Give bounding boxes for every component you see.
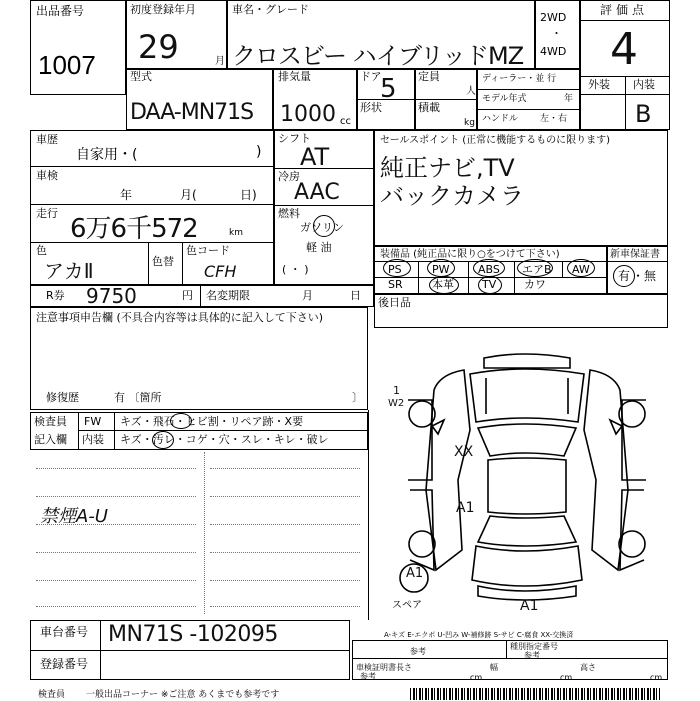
handwritten-note: 禁煙A-U bbox=[40, 506, 108, 527]
history-close: ) bbox=[256, 144, 262, 160]
first-reg-label: 初度登録年月 bbox=[130, 3, 196, 16]
history-value: 自家用・( bbox=[76, 147, 138, 163]
spec-label: 種別指定番号 bbox=[510, 642, 558, 651]
equip-tv-circle bbox=[478, 276, 502, 294]
size-ref: 参考 bbox=[360, 672, 376, 681]
inspection-label: 車検 bbox=[36, 169, 58, 182]
color-code-value: CFH bbox=[204, 262, 237, 281]
inspection-day: 日) bbox=[240, 188, 257, 202]
color-value: アカⅡ bbox=[44, 259, 94, 283]
color-code-label: 色コード bbox=[186, 244, 230, 257]
shift-value: AT bbox=[300, 143, 330, 171]
interior-text: キズ・汚レ・コゲ・穴・スレ・キレ・破レ bbox=[120, 433, 329, 446]
equip-aw: AW bbox=[572, 263, 590, 276]
capacity-label: 定員 bbox=[418, 70, 440, 83]
mileage-label: 走行 bbox=[36, 207, 58, 220]
annot-a1-bottom: A1 bbox=[520, 598, 539, 614]
notes-label: 注意事項申告欄 (不具合内容等は具体的に記入して下さい) bbox=[36, 311, 324, 324]
fuel-gasoline-circle bbox=[313, 215, 335, 237]
equip-ps-circle bbox=[383, 259, 411, 277]
lot-label: 出品番号 bbox=[36, 4, 85, 18]
model-grade-label: 車名・グレード bbox=[232, 3, 309, 16]
type-value: DAA-MN71S bbox=[130, 100, 254, 125]
annot-mark1: 1 bbox=[393, 384, 400, 397]
equip-leather: 本革 bbox=[432, 278, 454, 291]
first-reg-year: 29 bbox=[138, 28, 179, 66]
annot-xx: XX bbox=[454, 444, 474, 460]
equip-aw-circle bbox=[567, 259, 595, 277]
height-cm: cm bbox=[650, 673, 663, 682]
inspector-label: 検査員 bbox=[34, 415, 67, 428]
width-cm: cm bbox=[560, 673, 573, 682]
score-value: 4 bbox=[610, 24, 638, 75]
name-change-day: 日 bbox=[350, 289, 361, 302]
recycle-value: 9750 bbox=[86, 284, 137, 308]
rear-items-box bbox=[374, 294, 668, 328]
exterior-label: 外装 bbox=[588, 78, 610, 91]
interior-row-label: 内装 bbox=[82, 433, 104, 446]
fw-text: キズ・飛石・ヒビ割・リペア跡・X要 bbox=[120, 415, 304, 428]
displacement-label: 排気量 bbox=[278, 70, 311, 83]
fw-label: FW bbox=[84, 415, 102, 428]
model-year-label: モデル年式 bbox=[482, 94, 527, 104]
score-label: 評価点 bbox=[600, 3, 649, 17]
spec-ref-left: 参考 bbox=[410, 647, 426, 656]
inspection-year: 年 bbox=[120, 188, 133, 202]
selling-points-label: セールスポイント (正常に機能するものに限ります) bbox=[380, 135, 611, 146]
repair-value: 有 〔箇所 bbox=[114, 391, 162, 404]
annot-w2: W2 bbox=[388, 398, 405, 409]
annot-a1-spare: A1 bbox=[406, 566, 424, 581]
length-label: 長さ bbox=[396, 663, 412, 672]
selling-points-line1: 純正ナビ,TV bbox=[380, 154, 515, 182]
dealer-label: ディーラー・並 行 bbox=[482, 74, 557, 84]
ac-label: 冷房 bbox=[278, 170, 300, 183]
equipment-label: 装備品 (純正品に限り○をつけて下さい) bbox=[380, 249, 560, 260]
fuel-paren: ( ・ ) bbox=[282, 263, 309, 276]
drive-sep: ・ bbox=[551, 27, 562, 40]
load-label: 積載 bbox=[418, 101, 440, 114]
name-change-label: 名変期限 bbox=[206, 289, 250, 302]
person-unit: 人 bbox=[466, 86, 476, 97]
equip-abs: ABS bbox=[478, 263, 500, 276]
warranty-label: 新車保証書 bbox=[610, 249, 660, 260]
doors-label: ドア bbox=[360, 70, 382, 83]
footer-label: 検査員 bbox=[38, 690, 66, 700]
equip-leather-circle bbox=[429, 276, 459, 294]
footer-note: 一般出品コーナー ※ご注意 あくまでも参考です bbox=[86, 690, 280, 700]
repair-close: 〕 bbox=[352, 391, 363, 404]
ac-value: AAC bbox=[294, 180, 340, 205]
model-grade-value: クロスビー ハイブリッドMZ bbox=[232, 42, 524, 70]
interior-circle bbox=[152, 431, 174, 449]
recycle-row bbox=[30, 285, 374, 307]
annot-a1-body: A1 bbox=[456, 500, 475, 516]
car-outline bbox=[408, 354, 646, 600]
fuel-diesel: 軽 油 bbox=[306, 241, 332, 254]
year-unit: 年 bbox=[564, 94, 574, 104]
warranty-dot: ・ bbox=[632, 269, 645, 283]
size-label: 車検証明書 bbox=[356, 663, 396, 672]
warranty-yes: 有 bbox=[618, 269, 631, 283]
rear-items-label: 後日品 bbox=[378, 296, 411, 309]
history-label: 車歴 bbox=[36, 133, 58, 146]
drive-2wd: 2WD bbox=[540, 11, 567, 24]
interior-label: 内装 bbox=[633, 78, 655, 91]
fw-circle bbox=[170, 413, 192, 429]
name-change-month: 月 bbox=[302, 289, 313, 302]
handle-label: ハンドル bbox=[482, 114, 519, 124]
equip-airbag-circle bbox=[517, 259, 553, 277]
color-label: 色 bbox=[36, 244, 47, 257]
fuel-label: 燃料 bbox=[278, 207, 300, 220]
shape-label: 形状 bbox=[360, 101, 382, 114]
chassis-label: 車台番号 bbox=[40, 625, 89, 639]
shift-label: シフト bbox=[278, 132, 311, 145]
length-cm: cm bbox=[470, 673, 483, 682]
equip-tv: TV bbox=[482, 278, 497, 291]
cc-unit: cc bbox=[340, 116, 351, 127]
legend-codes: A-キズ E-エクボ U-凹み W-補修跡 S-サビ C-腐食 XX-交換済 bbox=[384, 631, 574, 639]
spare-label: スペア bbox=[392, 600, 422, 611]
drive-4wd: 4WD bbox=[540, 45, 567, 58]
color-change-label: 色替 bbox=[152, 255, 174, 268]
type-label: 型式 bbox=[130, 70, 152, 83]
equip-abs-circle bbox=[473, 259, 505, 277]
handle-options: 左・右 bbox=[540, 114, 568, 124]
yen-unit: 円 bbox=[182, 289, 193, 302]
equip-airbag: エアB bbox=[522, 263, 552, 276]
equip-kawa: カワ bbox=[524, 278, 546, 291]
kg-unit: kg bbox=[464, 118, 475, 128]
width-label: 幅 bbox=[490, 663, 498, 672]
lot-number: 1007 bbox=[38, 50, 96, 80]
repair-label: 修復歴 bbox=[46, 391, 79, 404]
equip-pw-circle bbox=[427, 259, 455, 277]
month-unit: 月 bbox=[215, 56, 225, 67]
doors-value: 5 bbox=[380, 74, 397, 104]
equip-sr: SR bbox=[388, 278, 403, 291]
registration-label: 登録番号 bbox=[40, 657, 89, 671]
equip-ps: PS bbox=[388, 263, 402, 276]
mileage-value: 6万6千572 bbox=[70, 214, 198, 244]
km-unit: km bbox=[229, 228, 243, 238]
chassis-value: MN71S -102095 bbox=[108, 622, 278, 647]
inspection-month: 月( bbox=[180, 188, 197, 202]
warranty-no: 無 bbox=[644, 269, 657, 283]
fuel-gasoline: ガソリン bbox=[300, 221, 344, 234]
equip-pw: PW bbox=[432, 263, 450, 276]
footer-barcode bbox=[410, 688, 660, 700]
spec-ref-right: 参考 bbox=[524, 651, 540, 660]
height-label: 高さ bbox=[580, 663, 596, 672]
interior-grade: B bbox=[635, 100, 652, 128]
entry-label: 記入欄 bbox=[34, 433, 67, 446]
selling-points-line2: バックカメラ bbox=[380, 182, 524, 210]
car-diagram bbox=[374, 330, 674, 630]
recycle-label: R券 bbox=[46, 289, 65, 302]
displacement-value: 1000 bbox=[280, 102, 336, 127]
